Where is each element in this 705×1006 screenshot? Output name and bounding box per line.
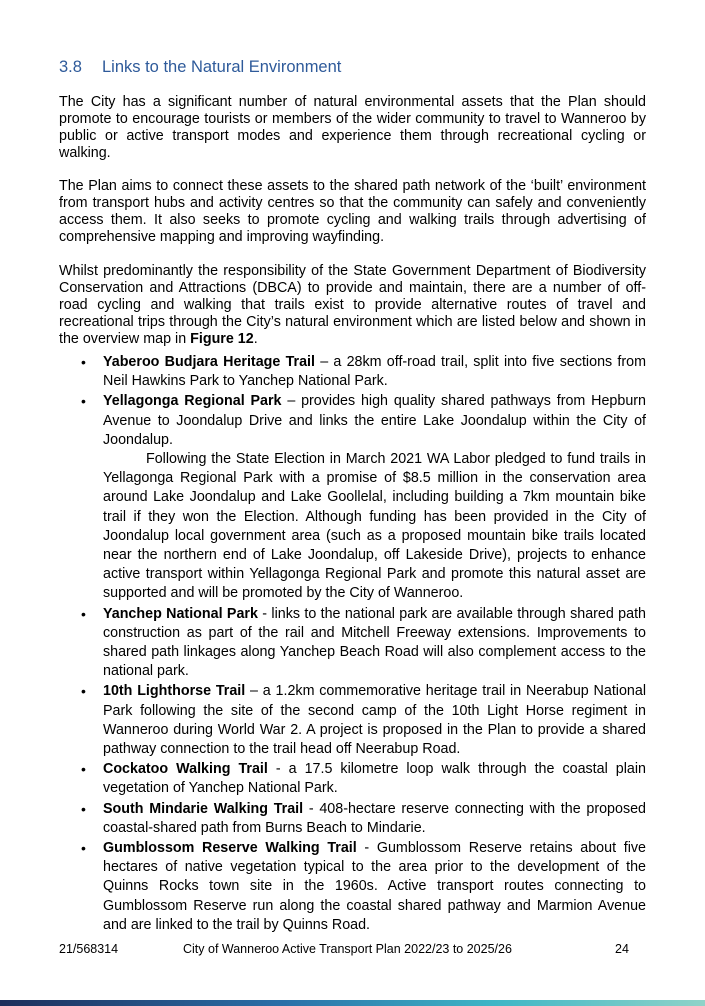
bullet-icon: • [81,840,86,857]
bullet-icon: • [81,761,86,778]
paragraph-3-end: . [253,331,258,347]
list-item [81,760,646,798]
footer-doc-id: 21/568314 [59,942,119,956]
list-item [81,839,646,935]
trail-description: - Gumblossom Reserve retains about five hectares of native vegetation typical to the area prior to the development of the Quinns Rocks town site in the 1960s. Active transport routes connecting to Gumblossom Reserve run along the coastal shared pathway and Marmion Avenue and are linked to the trail by Quinns Road. [103,840,646,933]
footer-title: City of Wanneroo Active Transport Plan 2022/23 to 2025/26 [183,942,512,956]
bullet-icon: • [81,605,86,622]
trail-name: Yaberoo Budjara Heritage Trail [103,354,315,370]
section-title: Links to the Natural Environment [102,58,342,76]
footer-page-number: 24 [615,942,629,956]
paragraph-3 [59,263,646,348]
list-item [81,605,646,682]
figure-ref: Figure 12 [190,331,254,347]
section-number: 3.8 [59,58,82,76]
list-item [81,392,646,603]
paragraph-3-text: Whilst predominantly the responsibility of the State Government Department of Biodiversity Conservation and Attractions (DBCA) to provide and maintain, there are a number of off-road cycling and walking that trails exist to provide alternative routes of travel and recreational trips through the City’s natural environment which are listed below and shown in the overview map in [59,263,646,347]
bullet-icon: • [81,683,86,700]
footer-decorative-bar [0,1000,705,1006]
list-item [81,353,646,391]
trail-name: Yellagonga Regional Park [103,393,282,410]
trail-list [0,353,705,936]
trail-description: - 408-hectare reserve connecting with the proposed coastal-shared path from Burns Beach to Mindarie. [103,800,646,836]
trail-description: – provides high quality shared pathways from Hepburn Avenue to Joondalup Drive and links the entire Lake Joondalup within the City of Joondalup. [103,393,646,448]
trail-extra-description: Following the State Election in March 2021 WA Labor pledged to fund trails in Yellagonga Regional Park with a promise of $8.5 million in the conservation area around Lake Joondalup and Lake Goollelal, including building a 7km mountain bike trail if they won the Election. Although funding has been provided in the City of Joondalup local government area (such as a proposed mountain bike trails located near the northern end of Lake Joondalup, off Lakeside Drive), projects to enhance active transport within Yellagonga Regional Park and promote this natural asset are supported and will be promoted by the City of Wanneroo. [103,451,646,602]
bullet-icon: • [81,354,86,370]
trail-name: Gumblossom Reserve Walking Trail [103,840,357,857]
trail-name: Cockatoo Walking Trail [103,761,268,778]
trail-name: South Mindarie Walking Trail [103,800,304,817]
bullet-icon: • [81,800,86,817]
paragraph-1: The City has a significant number of natural environmental assets that the Plan should promote to encourage tourists or members of the wider community to travel to Wanneroo by public or active transport modes and experience them through recreational cycling or walking. [59,94,646,161]
trail-description: – a 1.2km commemorative heritage trail in Neerabup National Park following the site of the second camp of the 10th Light Horse regiment in Wanneroo during World War 2. A project is proposed in the Plan to provide a shared pathway connection to the trail head off Neerabup Road. [103,683,647,758]
trail-description: – a 28km off-road trail, split into five sections from Neil Hawkins Park to Yanchep National Park. [103,354,646,390]
trail-description: - a 17.5 kilometre loop walk through the coastal plain vegetation of Yanchep National Park. [103,761,646,797]
list-item [81,682,647,759]
trail-description: - links to the national park are available through shared path construction as part of the rail and Mitchell Freeway extensions. Improvements to shared path linkages along Yanchep Beach Road will also complement access to the national park. [103,605,646,680]
trail-name: Yanchep National Park [103,605,258,622]
trail-name: 10th Lighthorse Trail [103,683,246,700]
section-heading [59,58,341,77]
paragraph-2: The Plan aims to connect these assets to the shared path network of the ‘built’ environment from transport hubs and activity centres so that the community can safely and conveniently access them. It also seeks to promote cycling and walking trails through advertising of comprehensive mapping and improving wayfinding. [59,178,646,245]
bullet-icon: • [81,393,86,410]
list-item [81,800,646,838]
